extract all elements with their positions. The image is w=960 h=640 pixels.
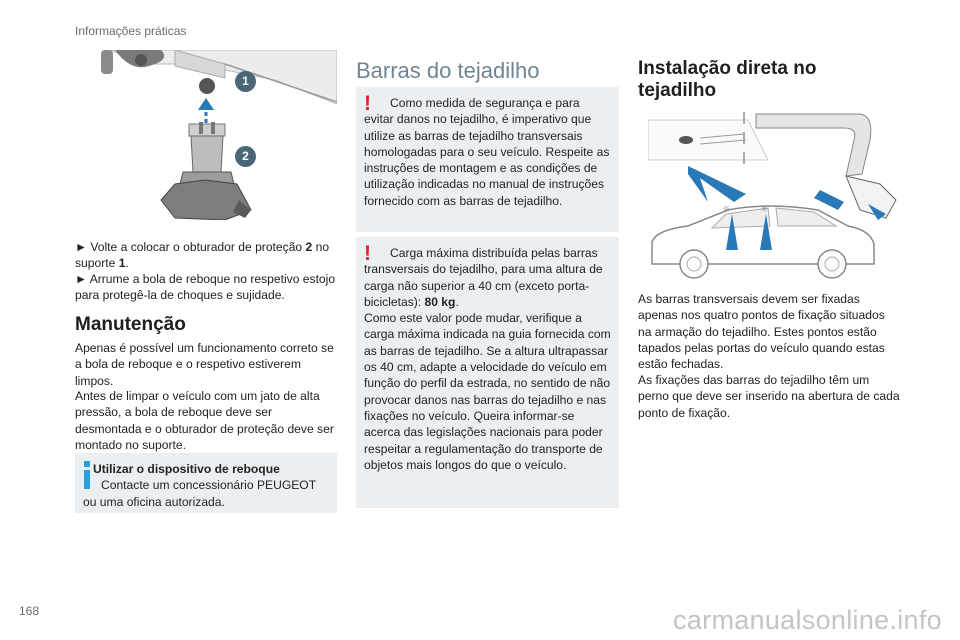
warning-text-safety: Como medida de segurança e para evitar danos no tejadilho, é imperativo que utilize as barras de tejadilho transversais homologadas para o seu veículo. Respeite as instruções de montagem e as condições de utilização indicadas no manual de instruções fornecido com as barras de tejadilho. [364,96,610,208]
info-icon [83,461,91,489]
warning-icon: ! [364,92,371,115]
info-box-text: Contacte um concessionário PEUGEOT ou uma oficina autorizada. [83,478,316,509]
page-number: 168 [19,604,40,618]
info-box-towing [75,453,337,513]
info-box-title: Utilizar o dispositivo de reboque [93,462,280,476]
warning-text-max-load: Carga máxima distribuída pelas barras transversais do tejadilho, para uma altura de carga não superior a 40 cm (exceto porta-bicicletas): 80 kg. [364,246,603,309]
maintenance-paragraph-2: Antes de limpar o veículo com um jato de alta pressão, a bola de reboque deve ser desmontada e o obturador de proteção deve ser montado no suporte. [75,389,334,452]
maintenance-heading: Manutenção [75,314,186,335]
towball-illustration [75,50,337,220]
warning-box-safety [356,87,619,232]
direct-install-heading: Instalação direta no tejadilho [638,58,817,101]
svg-text:☼: ☼ [760,205,769,215]
roof-bars-heading: Barras do tejadilho [356,58,540,83]
page-header: Informações práticas [75,24,187,38]
warning-icon: ! [364,242,371,265]
warning-text-height: Como este valor pode mudar, verifique a carga máxima indicada na guia fornecida com as barras de tejadilho. Se a altura ultrapassar os 40 cm, adapte a velocidade do veículo em função do perfil da estrada, no sentido de não provocar danos nas barras do tejadilho e nas fixações no veículo. Queira informar-se acerca das legislações nacionais para poder respeitar a regulamentação do transporte de objetos mais longos do que o veículo. [364,311,611,472]
instruction-refit-plug: ► Volte a colocar o obturador de proteção 2 no suporte 1. [75,240,330,271]
instruction-store-towball: ► Arrume a bola de reboque no respetivo estojo para protegê-la de choques e sujidade. [75,272,336,303]
callout-1: 1 [235,71,256,92]
roof-fixing-illustration [648,110,900,288]
instruction-arrow: ► [75,272,87,286]
callout-2: 2 [235,146,256,167]
direct-install-paragraph-1: As barras transversais devem ser fixadas apenas nos quatro pontos de fixação situados na armação do tejadilho. Estes pontos estão tapados pelas portas do veículo quando estas estão fechadas. [638,292,885,372]
svg-text:☼: ☼ [722,205,731,215]
maintenance-paragraph-1: Apenas é possível um funcionamento correto se a bola de reboque e o respetivo estiverem limpos. [75,341,334,388]
warning-box-max-load [356,237,619,508]
direct-install-paragraph-2: As fixações das barras do tejadilho têm um perno que deve ser inserido na abertura de cada ponto de fixação. [638,373,900,420]
max-load-value: 80 kg [424,294,456,309]
instruction-arrow: ► [75,240,87,254]
watermark: carmanualsonline.info [673,605,942,635]
